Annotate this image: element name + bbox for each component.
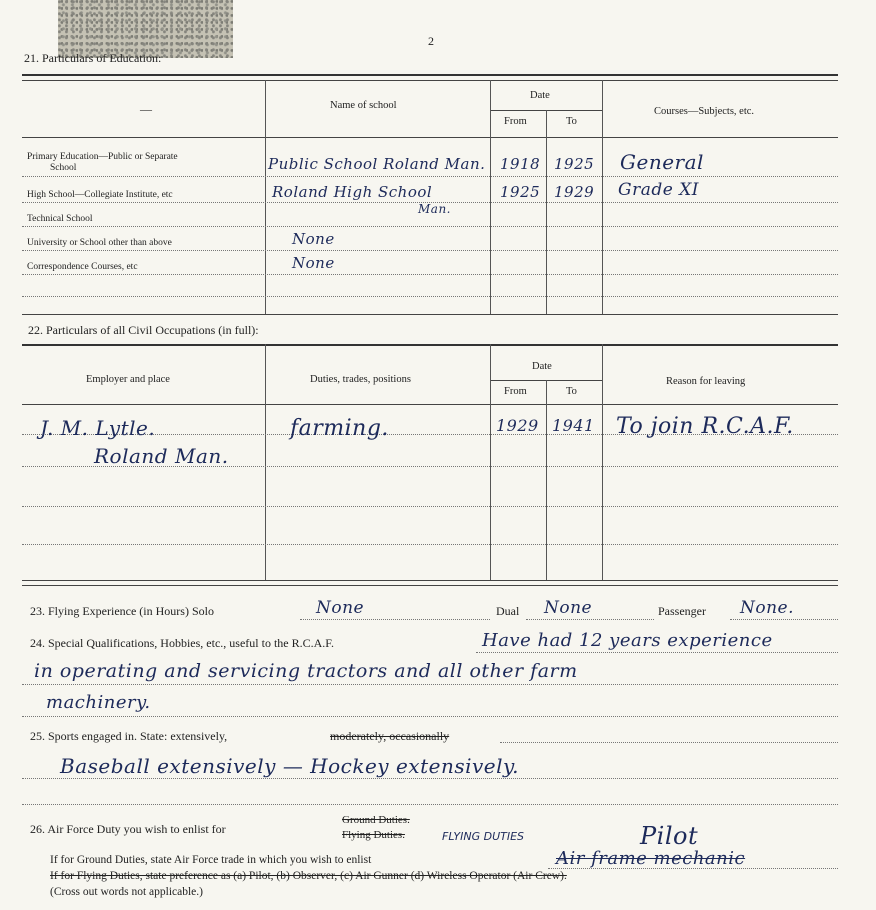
qualifications-line-2: in operating and servicing tractors and all other farm	[34, 660, 578, 682]
answer-line	[730, 619, 838, 620]
divider	[22, 344, 838, 346]
ground-trade-answer: Air frame mechanic	[556, 848, 746, 869]
divider	[22, 585, 838, 586]
answer-line	[500, 742, 838, 743]
dual-label: Dual	[496, 604, 520, 618]
row-rule	[22, 176, 838, 177]
col-dash: —	[140, 102, 152, 116]
occupation-duties: farming.	[290, 416, 389, 441]
column-rule	[490, 80, 491, 314]
col-to-2: To	[566, 386, 577, 397]
page-number: 2	[428, 34, 434, 48]
divider	[22, 74, 838, 76]
row-label-primary-2: School	[50, 163, 77, 173]
divider	[22, 580, 838, 581]
struck-out-frequency: moderately, occasionally	[330, 729, 450, 743]
qualifications-line-3: machinery.	[46, 692, 151, 713]
row-rule	[22, 544, 838, 545]
section-23-label: 23. Flying Experience (in Hours) Solo	[30, 604, 214, 618]
answer-line	[22, 804, 838, 805]
row-rule	[22, 250, 838, 251]
row-rule	[22, 274, 838, 275]
column-rule	[265, 80, 266, 314]
answer-line	[548, 868, 838, 869]
section-25-label: 25. Sports engaged in. State: extensively,	[30, 729, 228, 743]
col-employer: Employer and place	[86, 374, 170, 385]
high-school-courses: Grade XI	[618, 180, 700, 200]
high-school-name: Roland High School	[272, 183, 433, 201]
employer-name: J. M. Lytle.	[40, 416, 156, 440]
row-label-technical: Technical School	[27, 214, 93, 224]
primary-school-name: Public School Roland Man.	[268, 155, 486, 173]
section-21-title: 21. Particulars of Education:	[24, 51, 162, 65]
column-rule	[546, 110, 547, 314]
university-name: None	[292, 230, 335, 248]
passenger-hours: None.	[740, 598, 795, 618]
primary-from: 1918	[500, 155, 541, 173]
col-from-2: From	[504, 386, 527, 397]
answer-line	[22, 684, 838, 685]
col-reason: Reason for leaving	[666, 376, 746, 387]
divider	[22, 404, 838, 405]
column-rule	[546, 380, 547, 580]
occupation-to: 1941	[552, 416, 595, 435]
cross-out-note: (Cross out words not applicable.)	[50, 886, 203, 898]
col-date: Date	[530, 90, 550, 101]
answer-line	[22, 716, 838, 717]
col-from: From	[504, 116, 527, 127]
flying-duties-stamp: FLYING DUTIES	[442, 830, 525, 843]
section-22-title: 22. Particulars of all Civil Occupations (in full):	[28, 323, 259, 337]
row-label-high-school: High School—Collegiate Institute, etc	[27, 190, 173, 200]
pilot-answer: Pilot	[640, 822, 699, 850]
employer-place: Roland Man.	[94, 444, 229, 468]
row-label-university: University or School other than above	[27, 238, 172, 248]
col-name-of-school: Name of school	[330, 100, 397, 111]
column-rule	[602, 80, 603, 314]
answer-line	[300, 619, 490, 620]
row-rule	[22, 506, 838, 507]
primary-to: 1925	[554, 155, 595, 173]
high-school-from: 1925	[500, 183, 541, 201]
passenger-label: Passenger	[658, 604, 706, 618]
correspondence-name: None	[292, 254, 335, 272]
option-ground-duties: Ground Duties.	[342, 814, 410, 826]
option-flying-duties: Flying Duties.	[342, 829, 405, 841]
occupation-from: 1929	[496, 416, 539, 435]
divider	[22, 137, 838, 138]
ground-duties-instruction: If for Ground Duties, state Air Force trade in which you wish to enlist	[50, 854, 372, 866]
divider	[22, 80, 838, 81]
col-duties: Duties, trades, positions	[310, 374, 411, 385]
row-label-correspondence: Correspondence Courses, etc	[27, 262, 138, 272]
faded-stamp-mark	[58, 0, 233, 58]
high-school-to: 1929	[554, 183, 595, 201]
qualifications-line-1: Have had 12 years experience	[482, 630, 773, 651]
reason-for-leaving: To join R.C.A.F.	[616, 414, 794, 439]
high-school-name-2: Man.	[418, 202, 451, 216]
primary-courses: General	[620, 150, 704, 174]
dual-hours: None	[544, 598, 593, 618]
flying-duties-instruction: If for Flying Duties, state preference as (a) Pilot, (b) Observer, (c) Air Gunner (d) Wireless Operator (Air Crew).	[50, 870, 567, 882]
answer-line	[476, 652, 838, 653]
divider	[22, 314, 838, 315]
col-date-2: Date	[532, 361, 552, 372]
section-26-label: 26. Air Force Duty you wish to enlist for	[30, 822, 226, 836]
answer-line	[526, 619, 654, 620]
section-24-label: 24. Special Qualifications, Hobbies, etc., useful to the R.C.A.F.	[30, 636, 334, 650]
col-to: To	[566, 116, 577, 127]
answer-line	[22, 778, 838, 779]
sports-answer: Baseball extensively — Hockey extensively.	[60, 754, 520, 778]
row-rule	[22, 296, 838, 297]
row-rule	[22, 226, 838, 227]
row-label-primary: Primary Education—Public or Separate	[27, 152, 178, 162]
col-courses: Courses—Subjects, etc.	[654, 106, 755, 117]
solo-hours: None	[316, 598, 365, 618]
